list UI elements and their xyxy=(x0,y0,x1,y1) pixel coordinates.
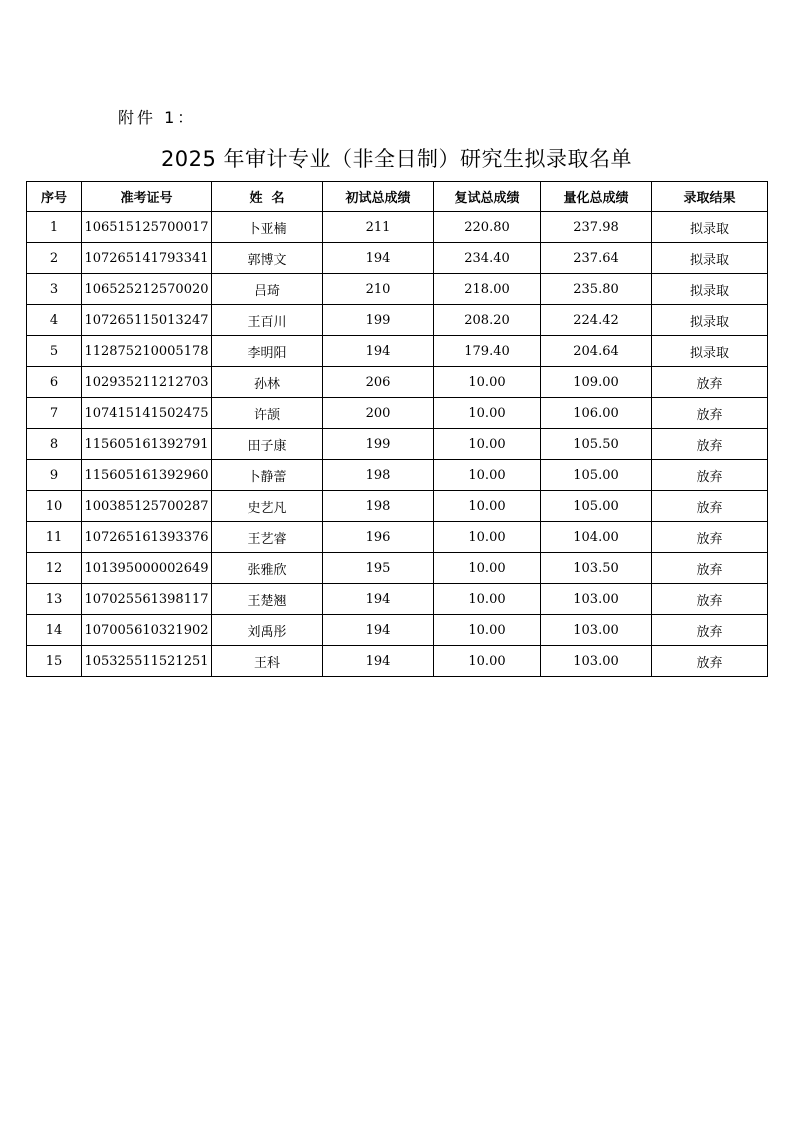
cell-result: 拟录取 xyxy=(652,212,768,243)
table-row xyxy=(27,336,768,367)
cell-name: 刘禹彤 xyxy=(212,615,323,646)
cell-result: 拟录取 xyxy=(652,305,768,336)
cell-name: 王楚翘 xyxy=(212,584,323,615)
cell-result: 放弃 xyxy=(652,584,768,615)
cell-index: 12 xyxy=(27,553,82,584)
cell-retest-score: 10.00 xyxy=(434,553,541,584)
header-name: 姓 名 xyxy=(212,182,323,212)
cell-exam-id: 106515125700017 xyxy=(82,212,212,243)
cell-quantified-score: 237.98 xyxy=(541,212,652,243)
cell-exam-id: 100385125700287 xyxy=(82,491,212,522)
header-initial-score: 初试总成绩 xyxy=(323,182,434,212)
cell-result: 放弃 xyxy=(652,646,768,677)
cell-name: 郭博文 xyxy=(212,243,323,274)
cell-index: 6 xyxy=(27,367,82,398)
cell-index: 15 xyxy=(27,646,82,677)
header-result: 录取结果 xyxy=(652,182,768,212)
cell-retest-score: 10.00 xyxy=(434,615,541,646)
table-row xyxy=(27,522,768,553)
cell-retest-score: 179.40 xyxy=(434,336,541,367)
cell-index: 11 xyxy=(27,522,82,553)
cell-index: 4 xyxy=(27,305,82,336)
cell-exam-id: 107265141793341 xyxy=(82,243,212,274)
cell-name: 王百川 xyxy=(212,305,323,336)
cell-name: 史艺凡 xyxy=(212,491,323,522)
admission-list-table xyxy=(26,181,768,677)
cell-quantified-score: 235.80 xyxy=(541,274,652,305)
cell-exam-id: 102935211212703 xyxy=(82,367,212,398)
cell-quantified-score: 103.00 xyxy=(541,584,652,615)
cell-initial-score: 199 xyxy=(323,305,434,336)
cell-result: 放弃 xyxy=(652,491,768,522)
cell-quantified-score: 224.42 xyxy=(541,305,652,336)
cell-exam-id: 107005610321902 xyxy=(82,615,212,646)
cell-retest-score: 10.00 xyxy=(434,491,541,522)
cell-name: 张雅欣 xyxy=(212,553,323,584)
cell-quantified-score: 237.64 xyxy=(541,243,652,274)
table-row xyxy=(27,584,768,615)
table-row xyxy=(27,429,768,460)
cell-name: 卜静蕾 xyxy=(212,460,323,491)
cell-index: 7 xyxy=(27,398,82,429)
cell-name: 许颉 xyxy=(212,398,323,429)
cell-index: 5 xyxy=(27,336,82,367)
table-body xyxy=(27,212,768,677)
cell-name: 李明阳 xyxy=(212,336,323,367)
cell-retest-score: 220.80 xyxy=(434,212,541,243)
cell-exam-id: 107265161393376 xyxy=(82,522,212,553)
cell-retest-score: 10.00 xyxy=(434,584,541,615)
table-header-row xyxy=(27,182,768,212)
cell-retest-score: 10.00 xyxy=(434,367,541,398)
table-row xyxy=(27,460,768,491)
cell-result: 放弃 xyxy=(652,522,768,553)
table-row xyxy=(27,305,768,336)
cell-name: 田子康 xyxy=(212,429,323,460)
cell-retest-score: 234.40 xyxy=(434,243,541,274)
cell-retest-score: 10.00 xyxy=(434,429,541,460)
table-row xyxy=(27,646,768,677)
cell-initial-score: 198 xyxy=(323,460,434,491)
cell-name: 王艺睿 xyxy=(212,522,323,553)
cell-retest-score: 208.20 xyxy=(434,305,541,336)
cell-quantified-score: 105.00 xyxy=(541,491,652,522)
cell-retest-score: 10.00 xyxy=(434,398,541,429)
cell-index: 13 xyxy=(27,584,82,615)
cell-quantified-score: 105.00 xyxy=(541,460,652,491)
attachment-label: 附件 1： xyxy=(118,108,197,127)
cell-name: 吕琦 xyxy=(212,274,323,305)
cell-result: 拟录取 xyxy=(652,243,768,274)
cell-index: 3 xyxy=(27,274,82,305)
cell-exam-id: 107415141502475 xyxy=(82,398,212,429)
cell-initial-score: 196 xyxy=(323,522,434,553)
cell-name: 卜亚楠 xyxy=(212,212,323,243)
cell-index: 14 xyxy=(27,615,82,646)
cell-result: 放弃 xyxy=(652,429,768,460)
cell-quantified-score: 106.00 xyxy=(541,398,652,429)
cell-quantified-score: 103.00 xyxy=(541,615,652,646)
cell-initial-score: 194 xyxy=(323,336,434,367)
cell-result: 放弃 xyxy=(652,615,768,646)
cell-name: 王科 xyxy=(212,646,323,677)
cell-retest-score: 10.00 xyxy=(434,460,541,491)
cell-index: 10 xyxy=(27,491,82,522)
header-index: 序号 xyxy=(27,182,82,212)
header-exam-id: 准考证号 xyxy=(82,182,212,212)
cell-initial-score: 194 xyxy=(323,243,434,274)
cell-initial-score: 199 xyxy=(323,429,434,460)
table-row xyxy=(27,398,768,429)
cell-initial-score: 198 xyxy=(323,491,434,522)
cell-initial-score: 194 xyxy=(323,615,434,646)
cell-index: 8 xyxy=(27,429,82,460)
cell-exam-id: 107265115013247 xyxy=(82,305,212,336)
cell-initial-score: 206 xyxy=(323,367,434,398)
cell-exam-id: 115605161392791 xyxy=(82,429,212,460)
cell-retest-score: 10.00 xyxy=(434,522,541,553)
cell-exam-id: 112875210005178 xyxy=(82,336,212,367)
cell-quantified-score: 105.50 xyxy=(541,429,652,460)
cell-exam-id: 107025561398117 xyxy=(82,584,212,615)
cell-quantified-score: 103.00 xyxy=(541,646,652,677)
cell-name: 孙林 xyxy=(212,367,323,398)
header-retest-score: 复试总成绩 xyxy=(434,182,541,212)
cell-retest-score: 218.00 xyxy=(434,274,541,305)
cell-exam-id: 115605161392960 xyxy=(82,460,212,491)
cell-result: 放弃 xyxy=(652,398,768,429)
table-row xyxy=(27,615,768,646)
cell-initial-score: 200 xyxy=(323,398,434,429)
cell-result: 拟录取 xyxy=(652,274,768,305)
cell-initial-score: 210 xyxy=(323,274,434,305)
table-row xyxy=(27,274,768,305)
cell-index: 2 xyxy=(27,243,82,274)
cell-retest-score: 10.00 xyxy=(434,646,541,677)
cell-result: 放弃 xyxy=(652,553,768,584)
table-row xyxy=(27,212,768,243)
document-title: 2025 年审计专业（非全日制）研究生拟录取名单 xyxy=(160,147,633,171)
cell-quantified-score: 204.64 xyxy=(541,336,652,367)
table-row xyxy=(27,367,768,398)
cell-initial-score: 211 xyxy=(323,212,434,243)
cell-result: 拟录取 xyxy=(652,336,768,367)
cell-quantified-score: 103.50 xyxy=(541,553,652,584)
table-row xyxy=(27,553,768,584)
cell-index: 1 xyxy=(27,212,82,243)
cell-quantified-score: 109.00 xyxy=(541,367,652,398)
cell-exam-id: 101395000002649 xyxy=(82,553,212,584)
cell-quantified-score: 104.00 xyxy=(541,522,652,553)
cell-result: 放弃 xyxy=(652,460,768,491)
cell-initial-score: 194 xyxy=(323,584,434,615)
header-quantified-score: 量化总成绩 xyxy=(541,182,652,212)
cell-exam-id: 106525212570020 xyxy=(82,274,212,305)
cell-exam-id: 105325511521251 xyxy=(82,646,212,677)
cell-initial-score: 195 xyxy=(323,553,434,584)
table-row xyxy=(27,243,768,274)
table-row xyxy=(27,491,768,522)
cell-initial-score: 194 xyxy=(323,646,434,677)
cell-index: 9 xyxy=(27,460,82,491)
cell-result: 放弃 xyxy=(652,367,768,398)
